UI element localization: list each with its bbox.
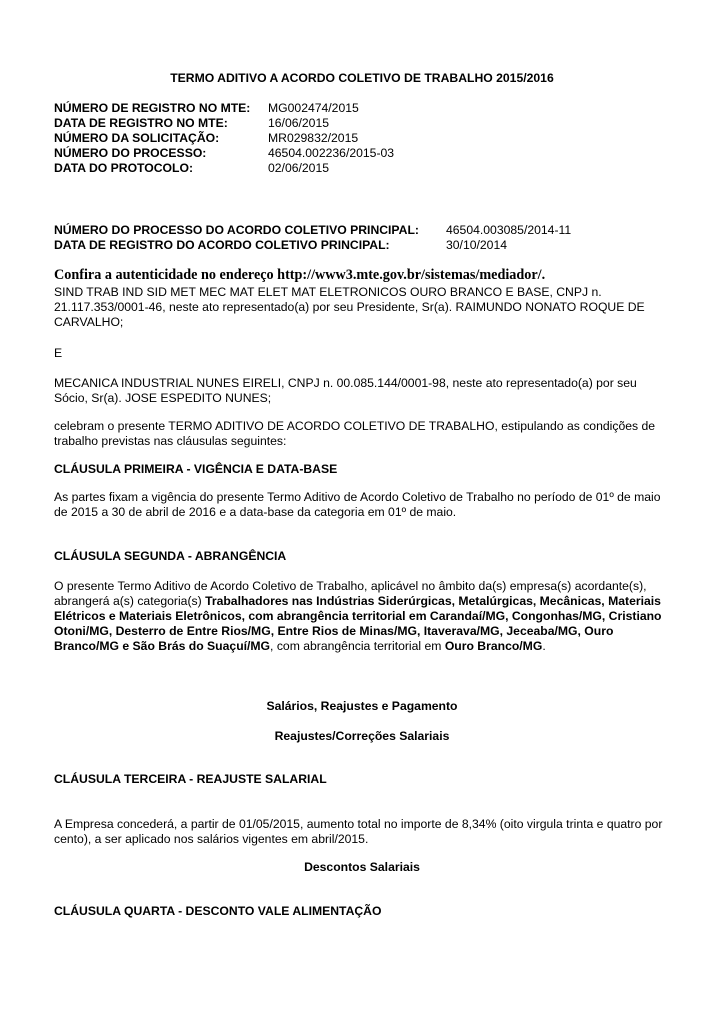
- clause1-text: As partes fixam a vigência do presente Termo Aditivo de Acordo Coletivo de Trabalho no período de 01º de maio de 2015 a 30 de abril de 2016 e a data-base da categoria em 01º de maio.: [54, 490, 661, 519]
- registry-label: NÚMERO DO PROCESSO:: [54, 146, 207, 160]
- registry-row: [54, 131, 358, 146]
- celebrate-paragraph: celebram o presente TERMO ADITIVO DE ACORDO COLETIVO DE TRABALHO, estipulando as condições de trabalho previstas nas cláusulas seguintes:: [54, 419, 656, 448]
- registry-label: NÚMERO DE REGISTRO NO MTE:: [54, 101, 251, 115]
- clause4-heading: CLÁUSULA QUARTA - DESCONTO VALE ALIMENTAÇÃO: [54, 904, 382, 918]
- clause2-text-c: , com abrangência territorial em: [270, 639, 445, 653]
- clause3-text: A Empresa concederá, a partir de 01/05/2015, aumento total no importe de 8,34% (oito virgula trinta e quatro por cento), a ser aplicado nos salários vigentes em abril/2015.: [54, 817, 663, 846]
- principal-value: 46504.003085/2014-11: [446, 223, 572, 237]
- clause2-text: [54, 579, 674, 654]
- clause2-text-a: O presente Termo Aditivo de Acordo Coletivo de Trabalho, aplicável no âmbito da(s) empresa(s) acordante(s), abrangerá a(s) categoria(s): [54, 579, 647, 608]
- registry-value: 02/06/2015: [268, 161, 329, 175]
- registry-row: [54, 146, 394, 161]
- clause3-heading: CLÁUSULA TERCEIRA - REAJUSTE SALARIAL: [54, 772, 327, 786]
- registry-row: [54, 116, 329, 131]
- clause1-heading: CLÁUSULA PRIMEIRA - VIGÊNCIA E DATA-BASE: [54, 462, 338, 476]
- clause2-heading: CLÁUSULA SEGUNDA - ABRANGÊNCIA: [54, 549, 287, 563]
- clause2-categories: Trabalhadores nas Indústrias Siderúrgicas, Metalúrgicas, Mecânicas, Materiais Elétricos e Materiais Eletrônicos, com abrangência territorial em Carandaí/MG, Congonhas/MG, Cristiano Otoni/MG, Desterro de Entre Rios/MG, Entre Rios de Minas/MG, Itaverava/MG, Jeceaba/MG, Ouro Branco/MG e São Brás do Suaçuí/MG: [54, 594, 662, 653]
- registry-value: 46504.002236/2015-03: [268, 146, 395, 160]
- registry-label: DATA DE REGISTRO NO MTE:: [54, 116, 228, 130]
- party1-paragraph: SIND TRAB IND SID MET MEC MAT ELET MAT ELETRONICOS OURO BRANCO E BASE, CNPJ n. 21.117.353/0001-46, neste ato representado(a) por seu Presidente, Sr(a). RAIMUNDO NONATO ROQUE DE CARVALHO;: [54, 285, 645, 329]
- subgroup-heading: Reajustes/Correções Salariais: [274, 729, 450, 743]
- principal-label: DATA DE REGISTRO DO ACORDO COLETIVO PRINCIPAL:: [54, 238, 390, 252]
- principal-label: NÚMERO DO PROCESSO DO ACORDO COLETIVO PRINCIPAL:: [54, 223, 419, 237]
- registry-value: 16/06/2015: [268, 116, 329, 130]
- registry-value: MG002474/2015: [268, 101, 359, 115]
- registry-row: [54, 161, 329, 176]
- document-title: TERMO ADITIVO A ACORDO COLETIVO DE TRABALHO 2015/2016: [170, 71, 554, 85]
- principal-row: [54, 223, 571, 238]
- principal-value: 30/10/2014: [446, 238, 507, 252]
- registry-label: DATA DO PROTOCOLO:: [54, 161, 194, 175]
- subgroup-heading-2: Descontos Salariais: [304, 860, 420, 874]
- authenticity-notice: Confira a autenticidade no endereço http://www3.mte.gov.br/sistemas/mediador/.: [54, 267, 546, 283]
- conjunction: E: [54, 346, 63, 360]
- registry-value: MR029832/2015: [268, 131, 359, 145]
- clause2-territory: Ouro Branco/MG: [444, 639, 543, 653]
- group-heading: Salários, Reajustes e Pagamento: [266, 699, 458, 713]
- principal-row: [54, 238, 507, 253]
- clause2-text-e: .: [542, 639, 546, 653]
- party2-paragraph: MECANICA INDUSTRIAL NUNES EIRELI, CNPJ n. 00.085.144/0001-98, neste ato representado(a) por seu Sócio, Sr(a). JOSE ESPEDITO NUNES;: [54, 376, 637, 405]
- registry-label: NÚMERO DA SOLICITAÇÃO:: [54, 131, 220, 145]
- registry-row: [54, 101, 359, 116]
